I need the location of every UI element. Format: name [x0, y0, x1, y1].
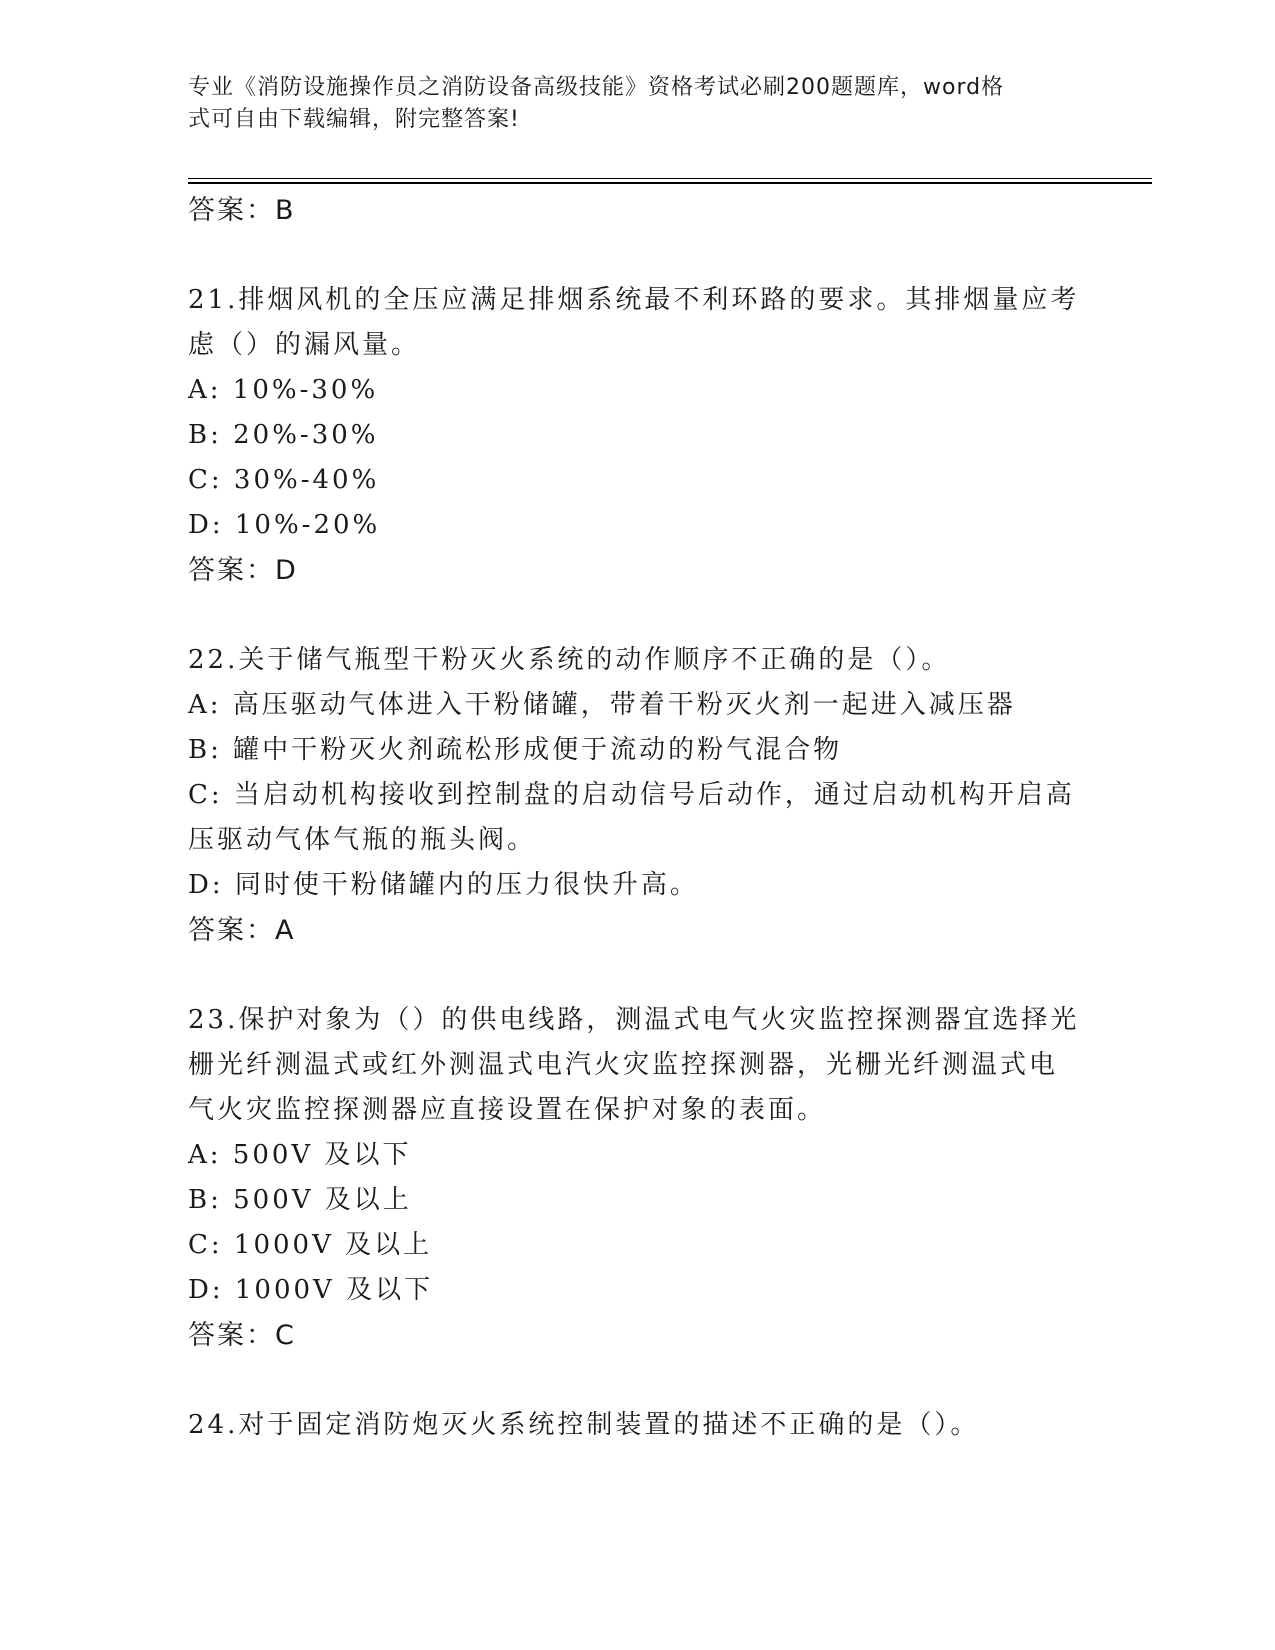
option-d: D: 1000V 及以下	[188, 1275, 434, 1305]
question-stem: 21.排烟风机的全压应满足排烟系统最不利环路的要求。其排烟量应考	[188, 285, 1080, 315]
option-c: C: 1000V 及以上	[188, 1230, 433, 1260]
answer-line: 答案：C	[188, 1320, 296, 1351]
question-stem: 24.对于固定消防炮灭火系统控制装置的描述不正确的是（）。	[188, 1410, 980, 1440]
option-c: C: 当启动机构接收到控制盘的启动信号后动作，通过启动机构开启高	[188, 780, 1075, 810]
option-c-continued: 压驱动气体气瓶的瓶头阀。	[188, 825, 537, 855]
question-block	[188, 638, 1108, 953]
question-stem: 22.关于储气瓶型干粉灭火系统的动作顺序不正确的是（）。	[188, 645, 951, 675]
question-block	[188, 998, 1108, 1358]
option-b: B: 20%-30%	[188, 420, 379, 450]
question-stem: 虑（）的漏风量。	[188, 330, 421, 360]
option-a: A: 高压驱动气体进入干粉储罐，带着干粉灭火剂一起进入减压器	[188, 690, 1016, 720]
header-divider-thick	[188, 182, 1152, 184]
option-c: C: 30%-40%	[188, 465, 380, 495]
header-divider-thin	[188, 178, 1152, 179]
answer-line: 答案：B	[188, 195, 296, 226]
option-a: A: 500V 及以下	[188, 1140, 412, 1170]
question-block	[188, 1403, 1108, 1448]
option-b: B: 500V 及以上	[188, 1185, 412, 1215]
option-d: D: 同时使干粉储罐内的压力很快升高。	[188, 870, 699, 900]
question-stem: 23.保护对象为（）的供电线路，测温式电气火灾监控探测器宜选择光	[188, 1005, 1080, 1035]
header-line-2: 式可自由下载编辑，附完整答案!	[188, 107, 520, 132]
question-content	[188, 188, 1108, 1448]
answer-line: 答案：D	[188, 555, 298, 586]
answer-line: 答案：A	[188, 915, 296, 946]
header-line-1: 专业《消防设施操作员之消防设备高级技能》资格考试必刷200题题库，word格	[188, 75, 1005, 100]
question-stem: 栅光纤测温式或红外测温式电汽火灾监控探测器，光栅光纤测温式电	[188, 1050, 1059, 1080]
question-stem: 气火灾监控探测器应直接设置在保护对象的表面。	[188, 1095, 827, 1125]
option-a: A: 10%-30%	[188, 375, 379, 405]
document-header	[188, 72, 1068, 136]
option-b: B: 罐中干粉灭火剂疏松形成便于流动的粉气混合物	[188, 735, 843, 765]
option-d: D: 10%-20%	[188, 510, 381, 540]
question-block	[188, 278, 1108, 593]
